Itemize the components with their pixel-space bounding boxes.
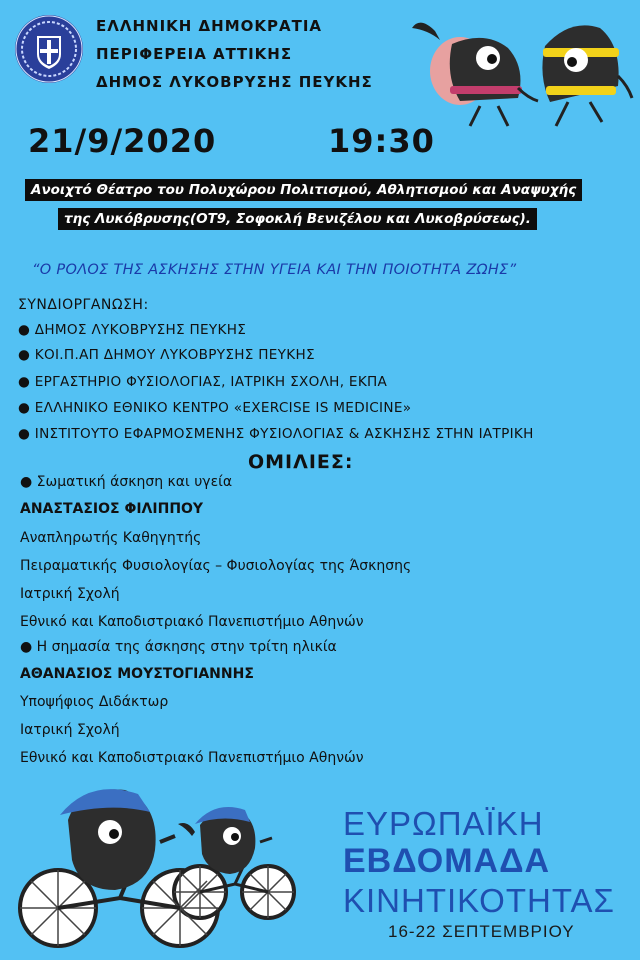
- talk-1-university: Εθνικό και Καποδιστριακό Πανεπιστήμιο Αθηνών: [20, 614, 364, 630]
- footer-title-line-2: ΕΒΔΟΜΑΔΑ: [343, 842, 551, 880]
- talk-2-school: Ιατρική Σχολή: [20, 722, 120, 738]
- event-theme: “Ο ΡΟΛΟΣ ΤΗΣ ΑΣΚΗΣΗΣ ΣΤΗΝ ΥΓΕΙΑ ΚΑΙ ΤΗΝ ΠΟΙΟΤΗΤΑ ΖΩΗΣ”: [32, 262, 517, 278]
- venue-line-1: Ανοιχτό Θέατρο του Πολυχώρου Πολιτισμού, Αθλητισμού και Αναψυχής: [25, 179, 582, 201]
- footer-title-line-3: ΚΙΝΗΤΙΚΟΤΗΤΑΣ: [343, 882, 615, 919]
- footer-title-line-1: ΕΥΡΩΠΑΪΚΗ: [343, 805, 544, 842]
- footer-dates: 16-22 ΣΕΠΤΕΜΒΡΙΟΥ: [388, 922, 575, 941]
- venue-line-2: της Λυκόβρυσης(ΟΤ9, Σοφοκλή Βενιζέλου και Λυκοβρύσεως).: [58, 208, 537, 230]
- talk-2-university: Εθνικό και Καποδιστριακό Πανεπιστήμιο Αθηνών: [20, 750, 364, 766]
- talk-1-topic: ● Σωματική άσκηση και υγεία: [20, 474, 233, 490]
- talks-title: ΟΜΙΛΙΕΣ:: [248, 451, 354, 473]
- organizer-item: ● ΔΗΜΟΣ ΛΥΚΟΒΡΥΣΗΣ ΠΕΥΚΗΣ: [18, 322, 247, 338]
- talk-1-role: Αναπληρωτής Καθηγητής: [20, 530, 202, 546]
- organizer-item: ● ΙΝΣΤΙΤΟΥΤΟ ΕΦΑΡΜΟΣΜΕΝΗΣ ΦΥΣΙΟΛΟΓΙΑΣ & ΑΣΚΗΣΗΣ ΣΤΗΝ ΙΑΤΡΙΚΗ: [18, 426, 534, 442]
- talk-1-speaker: ΑΝΑΣΤΑΣΙΟΣ ΦΙΛΙΠΠΟΥ: [20, 501, 204, 517]
- organizer-item: ● ΕΡΓΑΣΤΗΡΙΟ ΦΥΣΙΟΛΟΓΙΑΣ, ΙΑΤΡΙΚΗ ΣΧΟΛΗ, ΕΚΠΑ: [18, 374, 388, 390]
- header-line-1: ΕΛΛΗΝΙΚΗ ΔΗΜΟΚΡΑΤΙΑ: [96, 17, 323, 35]
- event-date: 21/9/2020: [28, 122, 217, 160]
- running-characters-illustration: [400, 6, 635, 136]
- greek-coat-of-arms-icon: [14, 14, 84, 84]
- talk-1-school: Ιατρική Σχολή: [20, 586, 120, 602]
- talk-2-speaker: ΑΘΑΝΑΣΙΟΣ ΜΟΥΣΤΟΓΙΑΝΝΗΣ: [20, 666, 254, 682]
- cycling-characters-illustration: [10, 780, 310, 960]
- talk-1-field: Πειραματικής Φυσιολογίας – Φυσιολογίας της Άσκησης: [20, 558, 412, 574]
- talk-2-role: Υποψήφιος Διδάκτωρ: [20, 694, 169, 710]
- event-time: 19:30: [328, 122, 435, 160]
- organizer-item: ● ΚΟΙ.Π.ΑΠ ΔΗΜΟΥ ΛΥΚΟΒΡΥΣΗΣ ΠΕΥΚΗΣ: [18, 347, 315, 363]
- header-line-3: ΔΗΜΟΣ ΛΥΚΟΒΡΥΣΗΣ ΠΕΥΚΗΣ: [96, 73, 373, 91]
- organizer-item: ● ΕΛΛΗΝΙΚΟ ΕΘΝΙΚΟ ΚΕΝΤΡΟ «EXERCISE IS MEDICINE»: [18, 400, 412, 416]
- talk-2-topic: ● Η σημασία της άσκησης στην τρίτη ηλικία: [20, 639, 337, 655]
- organizers-title: ΣΥΝΔΙΟΡΓΑΝΩΣΗ:: [18, 297, 149, 313]
- header-line-2: ΠΕΡΙΦΕΡΕΙΑ ΑΤΤΙΚΗΣ: [96, 45, 293, 63]
